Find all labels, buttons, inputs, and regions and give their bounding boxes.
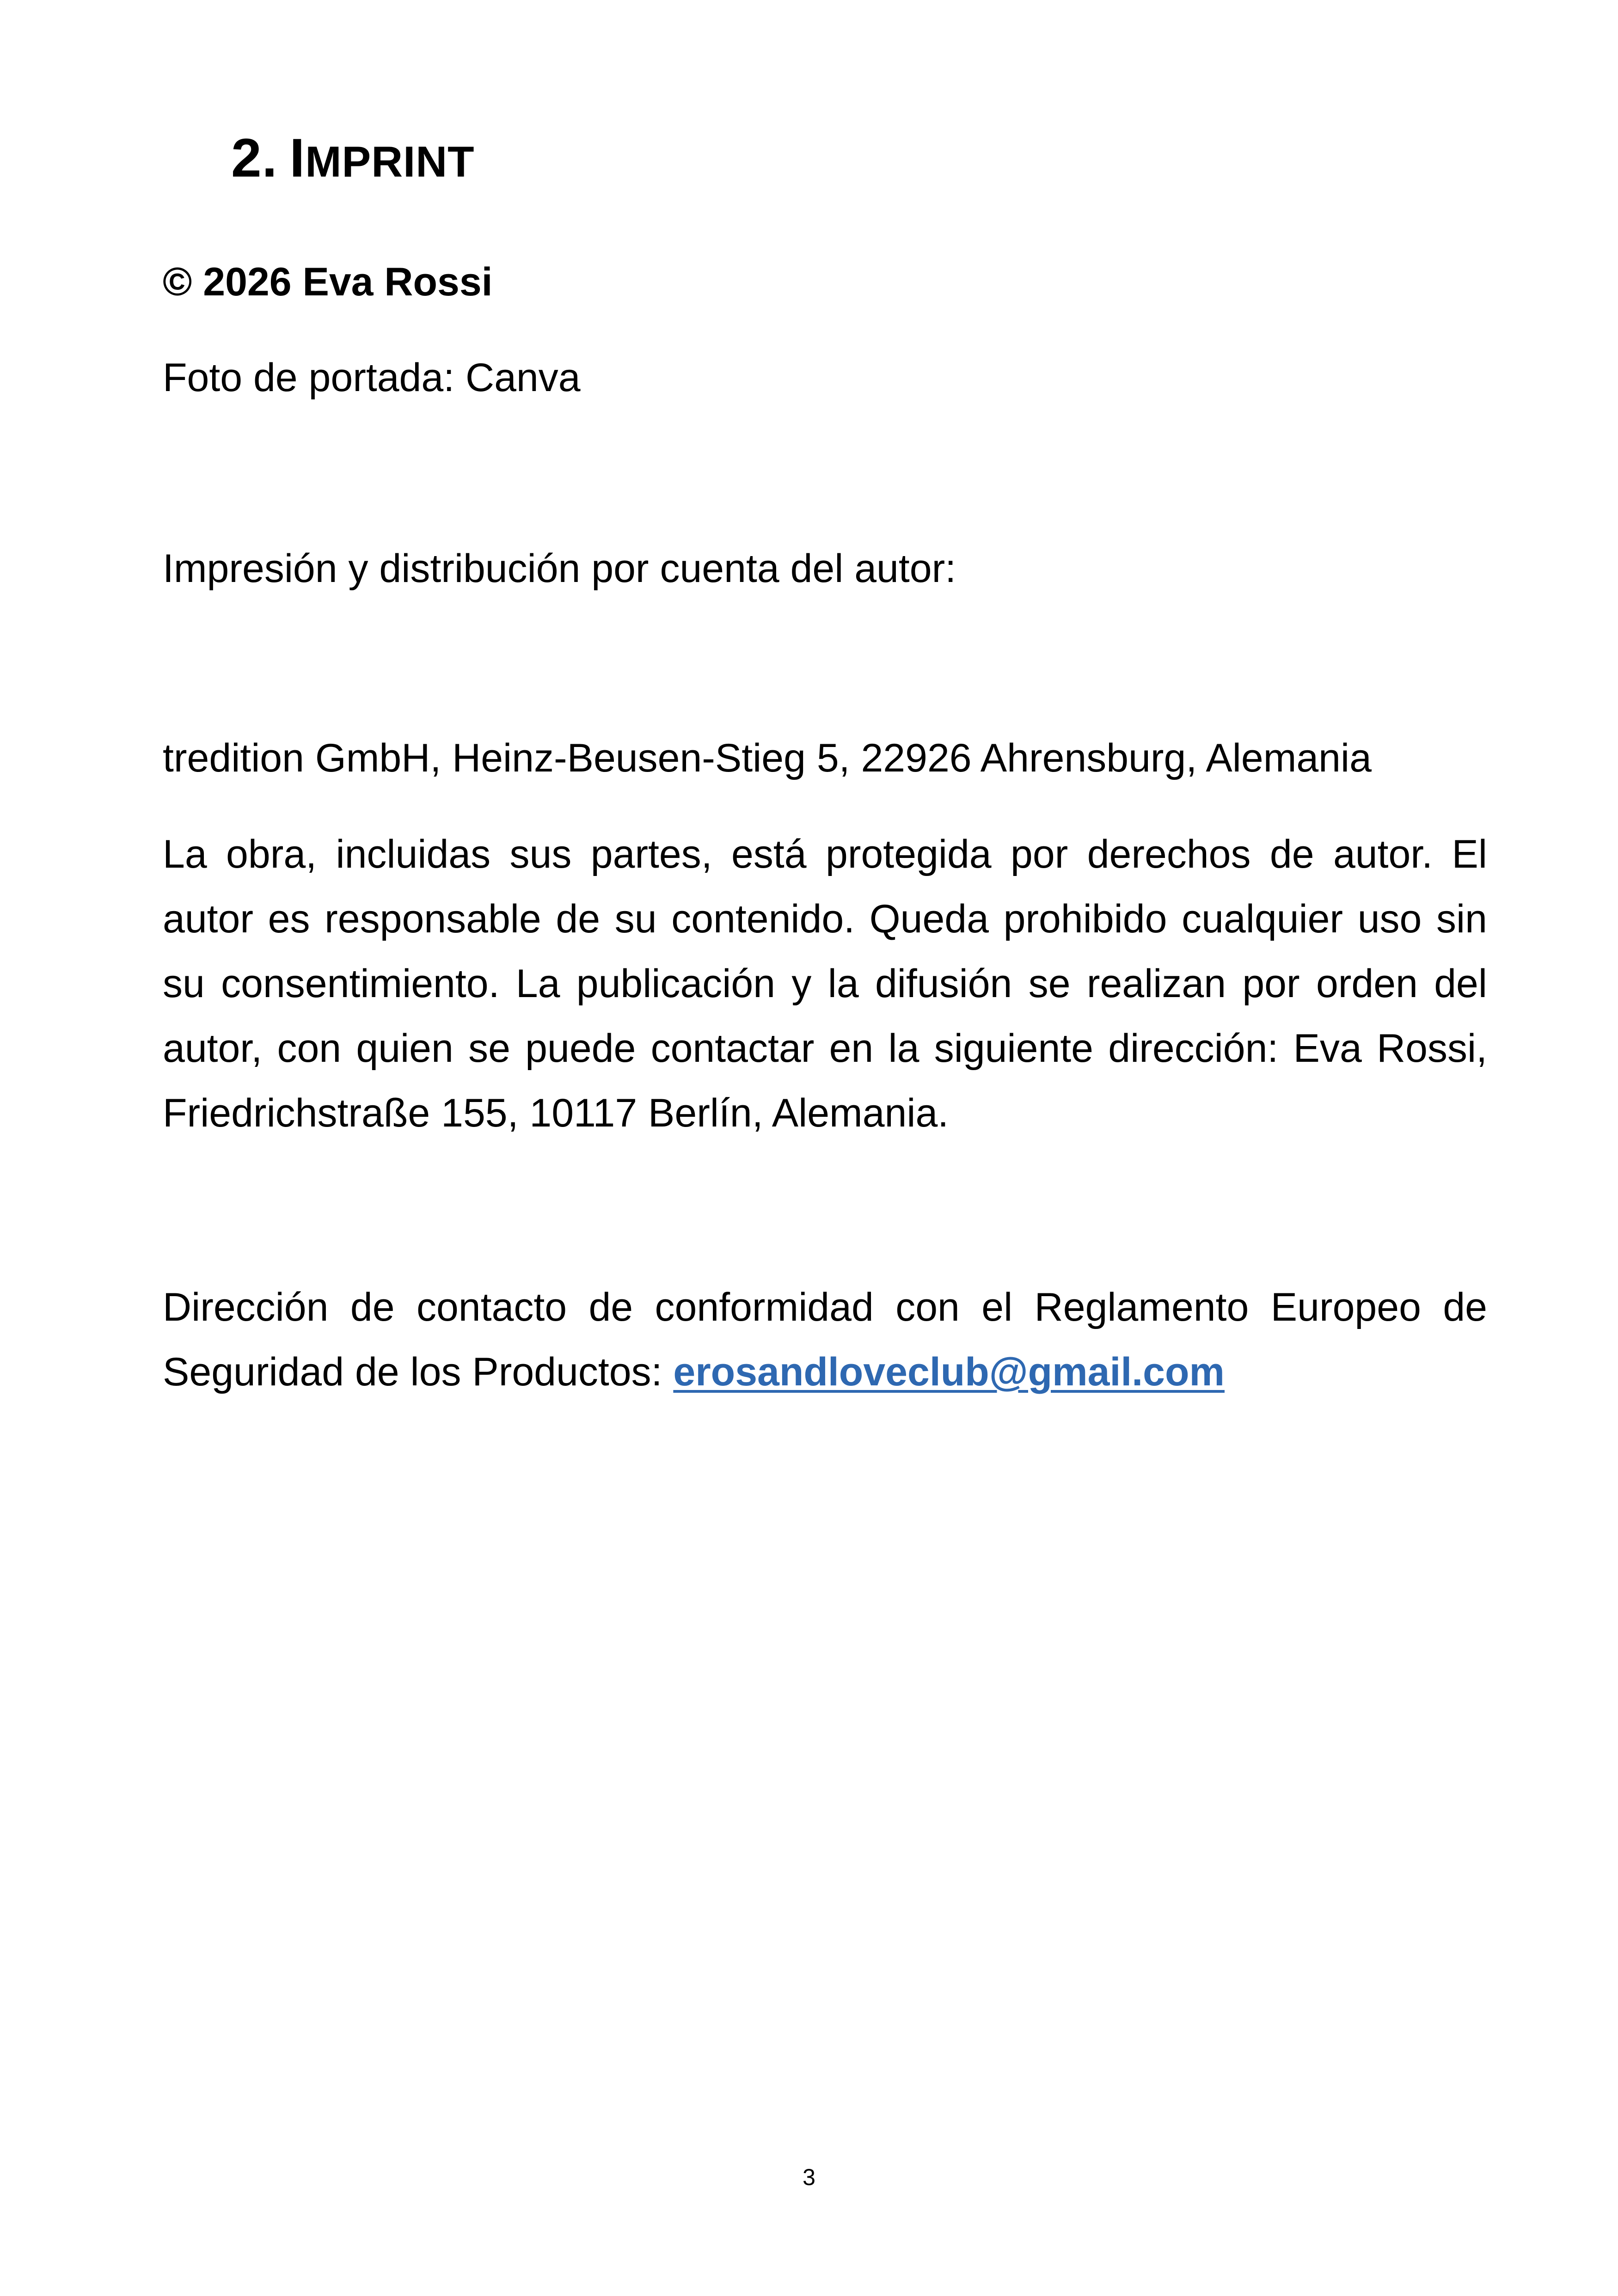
section-title-initial: I — [289, 128, 306, 189]
publisher-address: tredition GmbH, Heinz-Beusen-Stieg 5, 22926 Ahrensburg, Alemania — [163, 736, 1372, 780]
contact-email-link[interactable]: erosandloveclub@gmail.com — [673, 1350, 1225, 1394]
printing-note: Impresión y distribución por cuenta del autor: — [163, 546, 956, 591]
rights-notice: La obra, incluidas sus partes, está protegida por derechos de autor. El autor es responsable de su contenido. Queda prohibido cualquier uso sin su consentimiento. La publicación y la difusión se realizan por orden del autor, con quien se puede contactar en la siguiente dirección: Eva Rossi, Friedrichstraße 155, 10117 Berlín, Alemania. — [163, 832, 1487, 1135]
section-heading — [231, 121, 475, 199]
section-number: 2. — [231, 128, 278, 189]
contact-paragraph — [163, 1275, 1487, 1404]
copyright-line: © 2026 Eva Rossi — [163, 260, 493, 304]
cover-photo-credit: Foto de portada: Canva — [163, 355, 581, 400]
contact-text: Dirección de contacto de conformidad con el Reglamento Europeo de Seguridad de los Productos: — [163, 1285, 1487, 1394]
section-title-rest: MPRINT — [305, 137, 475, 186]
page-number: 3 — [803, 2164, 815, 2190]
